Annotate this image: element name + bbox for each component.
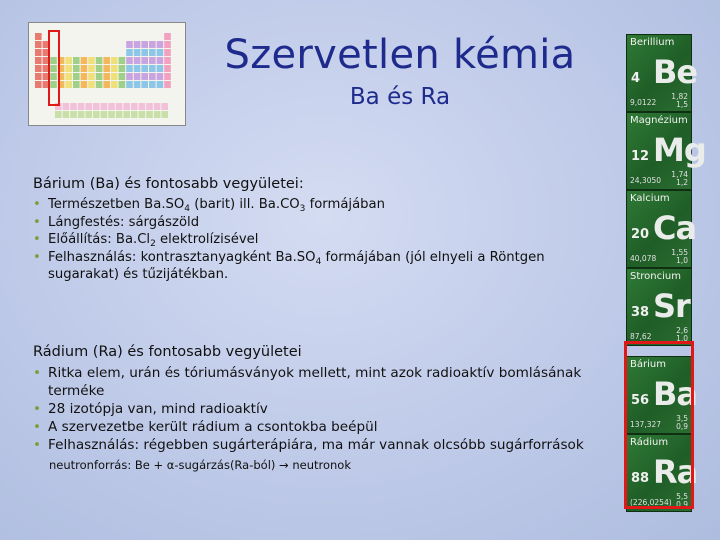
pt-cell (50, 65, 57, 72)
element-symbol: Ba (653, 375, 697, 413)
element-value: 1,74 (671, 170, 688, 179)
pt-cell (35, 81, 42, 88)
barium-radium-highlight-box (624, 341, 694, 509)
pt-cell (70, 111, 77, 118)
pt-cell (103, 81, 110, 88)
pt-cell (149, 57, 156, 64)
pt-cell (88, 81, 95, 88)
pt-cell (73, 81, 80, 88)
element-number: 20 (631, 227, 650, 242)
pt-cell (63, 111, 70, 118)
element-symbol: Mg (653, 131, 706, 169)
pt-cell (35, 33, 42, 40)
pt-cell (139, 111, 146, 118)
pt-cell (116, 103, 123, 110)
pt-cell (96, 65, 103, 72)
element-card-calcium (626, 190, 697, 268)
pt-cell (65, 81, 72, 88)
element-electronegativity: 1,0 (676, 256, 688, 265)
element-value: 3,5 (676, 414, 688, 423)
pt-cell (154, 103, 161, 110)
neutron-source-line: neutronforrás: Be + α-sugárzás(Ra-ból) → neutronok (49, 458, 351, 472)
pt-cell (157, 81, 164, 88)
pt-cell (103, 65, 110, 72)
pt-cell (134, 65, 141, 72)
radium-item: • A szervezetbe került rádium a csontokba beépül (33, 418, 613, 436)
pt-cell (65, 73, 72, 80)
pt-cell (146, 111, 153, 118)
pt-cell (119, 81, 126, 88)
pt-cell (157, 41, 164, 48)
pt-cell (141, 73, 148, 80)
pt-cell (108, 111, 115, 118)
element-symbol: Be (653, 53, 698, 91)
pt-cell (103, 73, 110, 80)
element-electronegativity: 1,2 (676, 178, 688, 187)
element-name: Kalcium (630, 193, 670, 204)
pt-cell (85, 103, 92, 110)
pt-cell (35, 49, 42, 56)
element-name: Bárium (630, 359, 666, 370)
pt-cell (141, 81, 148, 88)
pt-cell (149, 81, 156, 88)
pt-cell (126, 41, 133, 48)
pt-cell (78, 111, 85, 118)
element-mass: 24,3050 (630, 176, 662, 185)
pt-cell (101, 111, 108, 118)
element-number: 38 (631, 305, 650, 320)
pt-cell (119, 73, 126, 80)
element-value: 1,55 (671, 248, 688, 257)
pt-cell (134, 73, 141, 80)
pt-cell (81, 81, 88, 88)
periodic-table-image (29, 23, 185, 125)
pt-cell (81, 65, 88, 72)
element-symbol: Ra (653, 453, 698, 491)
element-electronegativity: 1,0 (676, 334, 688, 343)
pt-cell (55, 111, 62, 118)
pt-cell (157, 57, 164, 64)
pt-cell (96, 81, 103, 88)
pt-cell (35, 65, 42, 72)
element-name: Berillium (630, 37, 675, 48)
pt-cell (73, 65, 80, 72)
pt-cell (73, 57, 80, 64)
barium-list (33, 196, 613, 284)
pt-cell (126, 57, 133, 64)
pt-cell (164, 81, 171, 88)
pt-cell (157, 65, 164, 72)
radium-heading: Rádium (Ra) és fontosabb vegyületei (33, 344, 302, 360)
element-number: 88 (631, 471, 650, 486)
pt-cell (141, 49, 148, 56)
pt-cell (81, 57, 88, 64)
element-mass: 87,62 (630, 332, 652, 341)
pt-cell (50, 73, 57, 80)
pt-cell (164, 57, 171, 64)
radium-section (33, 344, 613, 472)
pt-cell (103, 57, 110, 64)
pt-cell (164, 73, 171, 80)
pt-cell (50, 57, 57, 64)
element-electronegativity: 0,9 (676, 500, 688, 509)
pt-cell (123, 111, 130, 118)
pt-cell (111, 81, 118, 88)
pt-cell (65, 57, 72, 64)
element-card-strontium (626, 268, 692, 346)
barium-heading: Bárium (Ba) és fontosabb vegyületei: (33, 176, 304, 192)
element-electronegativity: 0,9 (676, 422, 688, 431)
pt-cell (164, 49, 171, 56)
element-mass: (226,0254) (630, 498, 672, 507)
radium-list (33, 364, 613, 454)
radium-item: • 28 izotópja van, mind radioaktív (33, 400, 613, 418)
pt-cell (141, 65, 148, 72)
barium-item: • Előállítás: $Ba.Cl_2$ elektrolízisével (33, 231, 613, 249)
pt-cell (35, 41, 42, 48)
element-symbol: Ca (653, 209, 697, 247)
element-name: Rádium (630, 437, 669, 448)
pt-cell (134, 41, 141, 48)
element-value: 2,6 (676, 326, 688, 335)
element-number: 56 (631, 393, 650, 408)
pt-cell (157, 49, 164, 56)
pt-cell (149, 41, 156, 48)
element-electronegativity: 1,5 (676, 100, 688, 109)
radium-item: • Felhasználás: régebben sugárterápiára, ma már vannak olcsóbb sugárforrások (33, 436, 613, 454)
pt-cell (88, 65, 95, 72)
barium-item: • Lángfestés: sárgászöld (33, 214, 613, 232)
pt-cell (65, 65, 72, 72)
barium-item: • Természetben $Ba.SO_4$ (barit) ill. $Ba.CO_3$ formájában (33, 196, 613, 214)
element-number: 4 (631, 71, 641, 86)
slide-title: Szervetlen kémia (224, 32, 576, 78)
pt-cell (96, 57, 103, 64)
pt-cell (111, 73, 118, 80)
pt-cell (131, 103, 138, 110)
element-number: 12 (631, 149, 650, 164)
pt-cell (126, 49, 133, 56)
pt-cell (161, 111, 168, 118)
element-symbol: Sr (653, 287, 690, 325)
pt-cell (119, 65, 126, 72)
pt-cell (164, 41, 171, 48)
pt-cell (81, 73, 88, 80)
pt-cell (63, 103, 70, 110)
pt-cell (111, 65, 118, 72)
pt-cell (149, 73, 156, 80)
pt-cell (134, 81, 141, 88)
element-mass: 40,078 (630, 254, 657, 263)
pt-cell (108, 103, 115, 110)
pt-cell (101, 103, 108, 110)
pt-cell (154, 111, 161, 118)
pt-cell (134, 49, 141, 56)
pt-cell (93, 111, 100, 118)
pt-cell (139, 103, 146, 110)
pt-cell (88, 57, 95, 64)
pt-cell (70, 103, 77, 110)
pt-cell (126, 81, 133, 88)
element-name: Stroncium (630, 271, 681, 282)
radium-item: • Ritka elem, urán és tóriumásványok mellett, mint azok radioaktív bomlásának terméke (33, 364, 613, 400)
pt-cell (161, 103, 168, 110)
element-name: Magnézium (630, 115, 688, 126)
element-value: 1,82 (671, 92, 688, 101)
pt-cell (96, 73, 103, 80)
pt-cell (93, 103, 100, 110)
pt-cell (141, 41, 148, 48)
element-card-magnesium (626, 112, 706, 190)
pt-cell (35, 73, 42, 80)
slide-subtitle: Ba és Ra (349, 84, 451, 110)
pt-cell (123, 103, 130, 110)
pt-cell (78, 103, 85, 110)
periodic-table-thumbnail (28, 22, 186, 126)
pt-cell (134, 57, 141, 64)
pt-cell (88, 73, 95, 80)
element-card-beryllium (626, 34, 698, 112)
pt-cell (116, 111, 123, 118)
pt-cell (149, 65, 156, 72)
pt-cell (73, 73, 80, 80)
pt-cell (149, 49, 156, 56)
pt-cell (146, 103, 153, 110)
pt-cell (50, 81, 57, 88)
pt-cell (131, 111, 138, 118)
pt-cell (157, 73, 164, 80)
barium-section (33, 176, 613, 284)
pt-cell (119, 57, 126, 64)
element-value: 5,5 (676, 492, 688, 501)
pt-cell (111, 57, 118, 64)
pt-cell (126, 73, 133, 80)
pt-cell (164, 65, 171, 72)
barium-item: • Felhasználás: kontrasztanyagként $Ba.SO_4$ formájában (jól elnyeli a Röntgen sugarakat) és tűzijátékban. (33, 249, 613, 284)
pt-cell (141, 57, 148, 64)
pt-cell (126, 65, 133, 72)
element-mass: 137,327 (630, 420, 662, 429)
element-mass: 9,0122 (630, 98, 657, 107)
pt-cell (164, 33, 171, 40)
pt-cell (85, 111, 92, 118)
pt-cell (35, 57, 42, 64)
